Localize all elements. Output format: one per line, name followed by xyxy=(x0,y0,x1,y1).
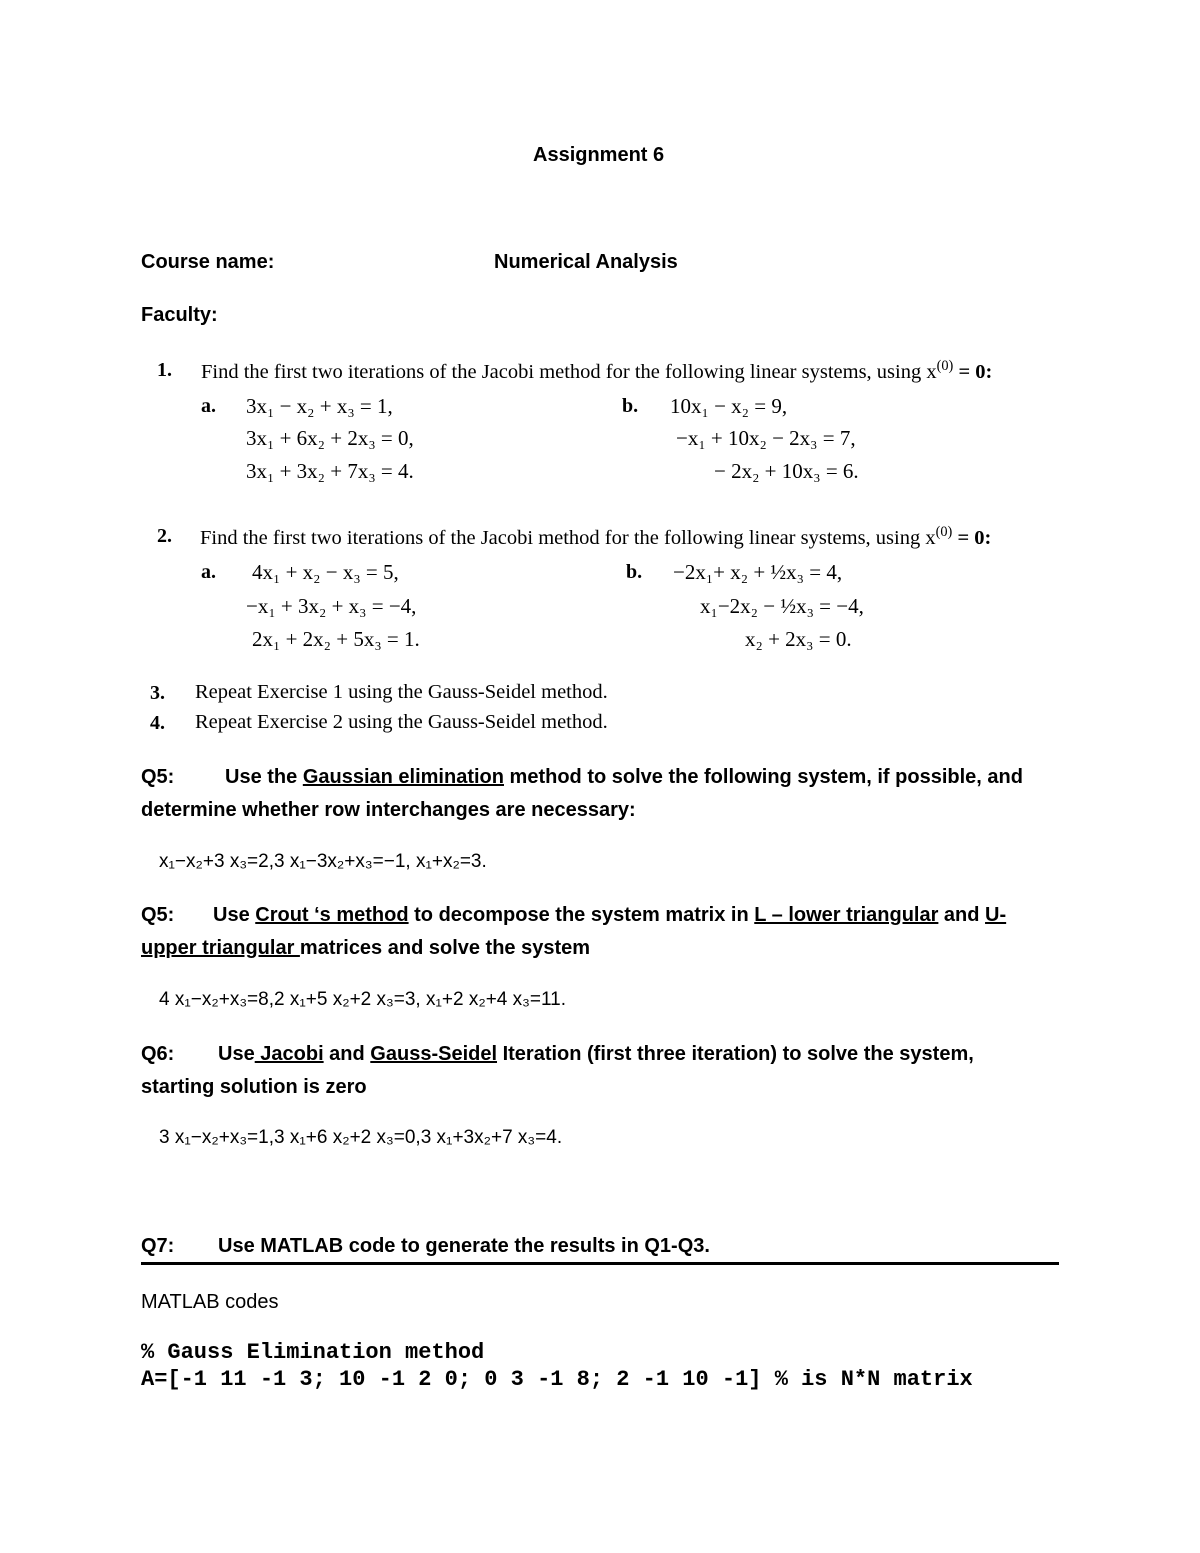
q5b-upper-term: U- xyxy=(985,904,1007,926)
q7-label: Q7: xyxy=(141,1235,175,1257)
q2-number: 2. xyxy=(157,525,172,547)
q5b-pre: Use xyxy=(213,904,256,926)
q3-text: Repeat Exercise 1 using the Gauss-Seidel method. xyxy=(195,681,608,703)
q1-a-line-3: 3x₁ + 3x₂ + 7x₃ = 4. xyxy=(246,459,414,483)
matlab-code-comment: % Gauss Elimination method xyxy=(141,1340,485,1365)
q4-number: 4. xyxy=(150,712,165,734)
q1-b-line-3: − 2x₂ + 10x₃ = 6. xyxy=(714,459,859,483)
q6-gauss-seidel-term: Gauss-Seidel xyxy=(370,1043,498,1065)
course-name-label: Course name: xyxy=(141,251,275,273)
q3-number: 3. xyxy=(150,682,165,704)
q6-equation: 3 x₁−x₂+x₃=1,3 x₁+6 x₂+2 x₃=0,3 x₁+3x₂+7 x₃=4. xyxy=(159,1127,563,1148)
q4-text: Repeat Exercise 2 using the Gauss-Seidel method. xyxy=(195,711,608,733)
q1-number: 1. xyxy=(157,359,172,381)
q2-b-line-3: x₂ + 2x₃ = 0. xyxy=(745,627,852,651)
q5a-pre: Use the xyxy=(225,766,303,788)
q5b-equation: 4 x₁−x₂+x₃=8,2 x₁+5 x₂+2 x₃=3, x₁+2 x₂+4 x₃=11. xyxy=(159,989,566,1010)
q2-tail: = 0: xyxy=(952,526,992,549)
page-title: Assignment 6 xyxy=(533,144,665,166)
q1-b-label: b. xyxy=(622,395,639,417)
q2-text-main: Find the first two iterations of the Jacobi method for the following linear systems, using x xyxy=(200,526,936,549)
q2-b-line-2: x₁−2x₂ − ½x₃ = −4, xyxy=(700,594,864,618)
q2-a-line-2: −x₁ + 3x₂ + x₃ = −4, xyxy=(246,594,417,618)
q1-tail: = 0: xyxy=(953,360,993,383)
q1-b-line-1: 10x₁ − x₂ = 9, xyxy=(670,394,788,418)
matlab-code-matrix: A=[-1 11 -1 3; 10 -1 2 0; 0 3 -1 8; 2 -1 10 -1] % is N*N matrix xyxy=(141,1367,973,1392)
q5b-mid: to decompose the system matrix in xyxy=(408,904,755,926)
q2-text xyxy=(200,524,991,550)
matlab-heading: MATLAB codes xyxy=(141,1291,279,1313)
q2-a-label: a. xyxy=(201,561,216,583)
q5b-lower-triangular-term: L – lower triangular xyxy=(754,904,939,926)
q5b-line-2 xyxy=(141,937,590,960)
q6-label: Q6: xyxy=(141,1043,175,1065)
q5a-gaussian-elimination-term: Gaussian elimination xyxy=(302,766,504,788)
q5b-and: and xyxy=(938,904,986,926)
q5b-upper-triangular-term: upper triangular xyxy=(141,937,300,959)
q5b-line-2-post: matrices and solve the system xyxy=(299,937,591,959)
faculty-label: Faculty: xyxy=(141,304,218,326)
q5a-equation: x₁−x₂+3 x₃=2,3 x₁−3x₂+x₃=−1, x₁+x₂=3. xyxy=(159,851,487,872)
q7-text: Use MATLAB code to generate the results in Q1-Q3. xyxy=(218,1235,710,1257)
q2-b-line-1: −2x₁+ x₂ + ½x₃ = 4, xyxy=(673,560,843,584)
q2-a-line-3: 2x₁ + 2x₂ + 5x₃ = 1. xyxy=(252,627,420,651)
q1-sup: (0) xyxy=(936,358,954,374)
q1-a-line-2: 3x₁ + 6x₂ + 2x₃ = 0, xyxy=(246,426,414,450)
q5b-label: Q5: xyxy=(141,904,175,926)
q2-a-line-1: 4x₁ + x₂ − x₃ = 5, xyxy=(252,560,399,584)
q6-line-1 xyxy=(218,1043,974,1066)
q5b-line-1 xyxy=(213,904,1006,927)
q1-a-label: a. xyxy=(201,395,216,417)
q5a-post: method to solve the following system, if possible, and xyxy=(503,766,1023,788)
q6-and: and xyxy=(323,1043,371,1065)
q5a-label: Q5: xyxy=(141,766,175,788)
q6-jacobi-term: Jacobi xyxy=(254,1043,324,1065)
q1-b-line-2: −x₁ + 10x₂ − 2x₃ = 7, xyxy=(676,426,856,450)
q6-pre: Use xyxy=(218,1043,255,1065)
course-name-value: Numerical Analysis xyxy=(494,251,678,273)
q5a-line-2: determine whether row interchanges are necessary: xyxy=(141,799,636,821)
q5b-crout-method-term: Crout ‘s method xyxy=(255,904,409,926)
q5a-line-1 xyxy=(225,766,1023,789)
q6-line-2: starting solution is zero xyxy=(141,1076,367,1098)
q7-underline-rule xyxy=(141,1262,1059,1265)
q6-post: Iteration (first three iteration) to solve the system, xyxy=(497,1043,974,1065)
q1-text xyxy=(201,358,992,384)
q2-sup: (0) xyxy=(935,524,953,540)
q2-b-label: b. xyxy=(626,561,643,583)
q1-a-line-1: 3x₁ − x₂ + x₃ = 1, xyxy=(246,394,393,418)
q1-text-main: Find the first two iterations of the Jacobi method for the following linear systems, using x xyxy=(201,360,937,383)
